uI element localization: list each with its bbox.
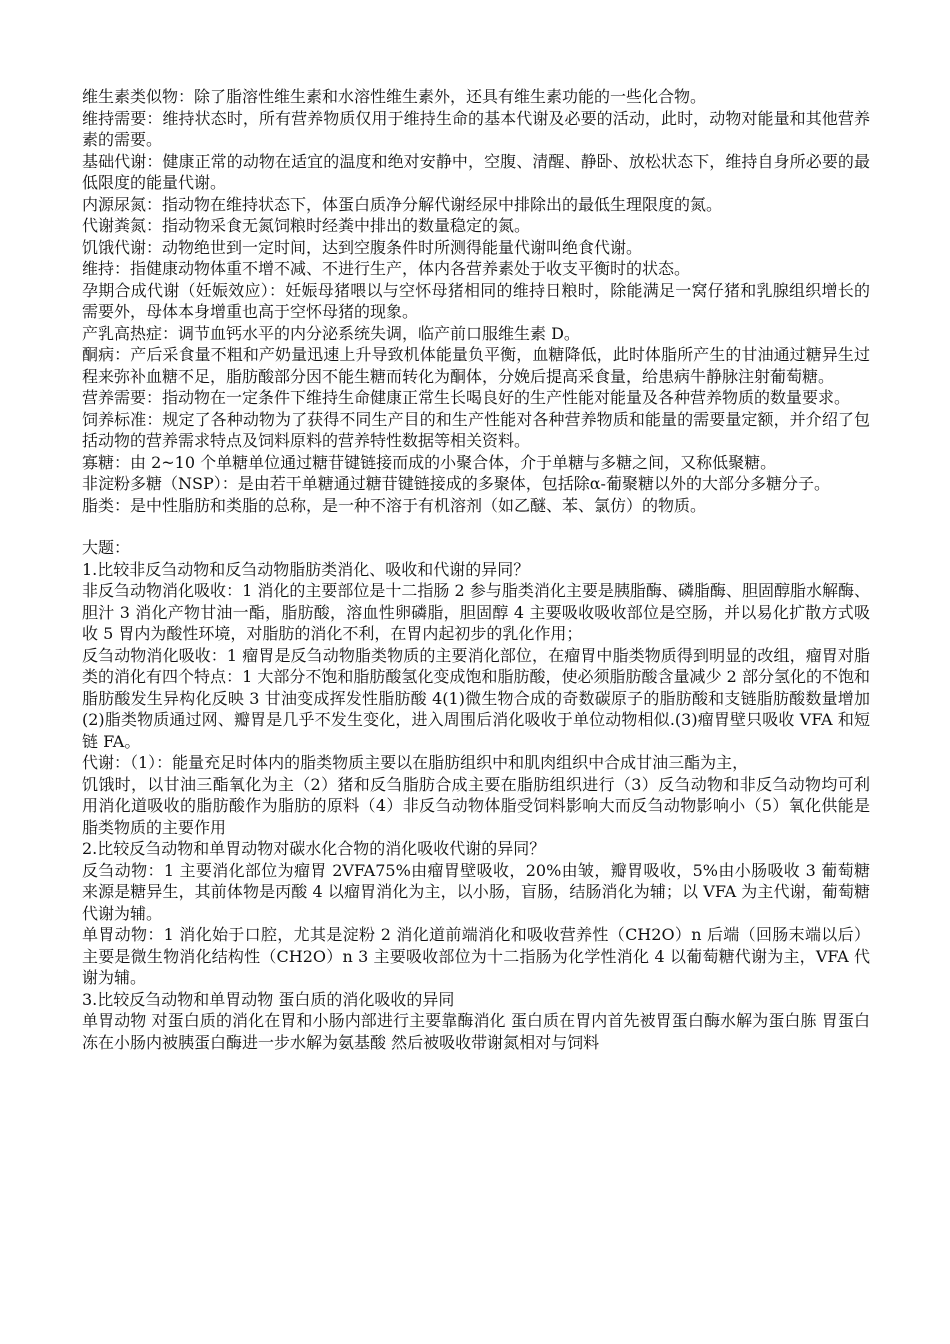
definition-vitamin-analogs: 维生素类似物：除了脂溶性维生素和水溶性维生素外，还具有维生素功能的一些化合物。 [82, 87, 707, 106]
definition-maintenance: 维持：指健康动物体重不增不减、不进行生产，体内各营养素处于收支平衡时的状态。 [82, 259, 691, 278]
answer-paragraph: 非反刍动物消化吸收：1 消化的主要部位是十二指肠 2 参与脂类消化主要是胰脂酶、磷脂酶、胆固醇脂水解酶、胆汁 3 消化产物甘油一酯，脂肪酸，溶血性卵磷脂，胆固醇 4 主要吸收吸收部位是空肠，并以易化扩散方式吸收 5 胃内为酸性环境，对脂肪的消化不利，在胃内起初步的乳化作用； [82, 581, 870, 643]
definition-lipids: 脂类：是中性脂肪和类脂的总称，是一种不溶于有机溶剂（如乙醚、苯、氯仿）的物质。 [82, 495, 707, 515]
definition-pregnancy-anabolism: 孕期合成代谢（妊娠效应）：妊娠母猪喂以与空怀母猪相同的维持日粮时，除能满足一窝仔猪和乳腺组织增长的需要外，母体本身增重也高于空怀母猪的现象。 [82, 280, 870, 321]
question-2 [82, 838, 870, 989]
question-title: 1.比较非反刍动物和反刍动物脂肪类消化、吸收和代谢的异同？ [82, 559, 530, 579]
definition-oligosaccharide: 寡糖：由 2~10 个单糖单位通过糖苷键链接而成的小聚合体，介于单糖与多糖之间，又称低聚糖。 [82, 452, 777, 472]
answer-paragraph: 代谢：（1）：能量充足时体内的脂类物质主要以在脂肪组织中和肌肉组织中合成甘油三酯为主， [82, 753, 749, 772]
question-title: 2.比较反刍动物和单胃动物对碳水化合物的消化吸收代谢的异同？ [82, 839, 546, 858]
definitions-list [82, 86, 870, 516]
definition-nsp: 非淀粉多糖（NSP）：是由若干单糖通过糖苷键链接成的多聚体，包括除α-葡聚糖以外的大部分多糖分子。 [82, 474, 830, 493]
question-title: 3.比较反刍动物和单胃动物 蛋白质的消化吸收的异同 [82, 989, 455, 1009]
definition-nutrient-requirement: 营养需要：指动物在一定条件下维持生命健康正常生长喝良好的生产性能对能量及各种营养物质的数量要求。 [82, 388, 851, 407]
section-title: 大题： [82, 538, 131, 557]
definition-fasting-metabolism: 饥饿代谢：动物绝世到一定时间，达到空腹条件时所测得能量代谢叫绝食代谢。 [82, 237, 643, 257]
answer-paragraph: 单胃动物 对蛋白质的消化在胃和小肠内部进行主要靠酶消化 蛋白质在胃内首先被胃蛋白酶水解为蛋白胨 胃蛋白冻在小肠内被胰蛋白酶进一步水解为氨基酸 然后被吸收带谢氮相对与饲料 [82, 1011, 870, 1052]
definition-metabolic-fecal-nitrogen: 代谢粪氮：指动物采食无氮饲粮时经粪中排出的数量稳定的氮。 [82, 216, 531, 235]
question-3 [82, 989, 870, 1054]
definition-endogenous-urinary-nitrogen: 内源尿氮：指动物在维持状态下，体蛋白质净分解代谢经尿中排除出的最低生理限度的氮。 [82, 194, 723, 214]
answer-paragraph: 反刍动物：1 主要消化部位为瘤胃 2VFA75%由瘤胃壁吸收，20%由皱，瓣胃吸收，5%由小肠吸收 3 葡萄糖来源是糖异生，其前体物是丙酸 4 以瘤胃消化为主，以小肠，盲肠，结肠消化为辅；以 VFA 为主代谢，葡萄糖代谢为辅。 [82, 860, 870, 923]
answer-paragraph: 反刍动物消化吸收：1 瘤胃是反刍动物脂类物质的主要消化部位，在瘤胃中脂类物质得到明显的改组，瘤胃对脂类的消化有四个特点：1 大部分不饱和脂肪酸氢化变成饱和脂肪酸，使必须脂肪酸含量减少 2 部分氢化的不饱和脂肪酸发生异构化反映 3 甘油变成挥发性脂肪酸 4(1)微生物合成的奇数碳原子的脂肪酸和支链脂肪酸数量增加(2)脂类物质通过网、瓣胃是几乎不发生变化，进入周围后消化吸收于单位动物相似.(3)瘤胃壁只吸收 VFA 和短链 FA。 [82, 645, 870, 751]
definition-feeding-standard: 饲养标准：规定了各种动物为了获得不同生产目的和生产性能对各种营养物质和能量的需要量定额，并介绍了包括动物的营养需求特点及饲料原料的营养特性数据等相关资料。 [82, 409, 870, 450]
question-1 [82, 559, 870, 839]
definition-ketosis: 酮病：产后采食量不粗和产奶量迅速上升导致机体能量负平衡，血糖降低，此时体脂所产生的甘油通过糖异生过程来弥补血糖不足，脂肪酸部分因不能生糖而转化为酮体，分娩后提高采食量，给患病牛静脉注射葡萄糖。 [82, 345, 870, 386]
spacer [82, 516, 870, 537]
definition-basal-metabolism: 基础代谢：健康正常的动物在适宜的温度和绝对安静中，空腹、清醒、静卧、放松状态下，维持自身所必要的最低限度的能量代谢。 [82, 151, 870, 192]
definition-milk-fever: 产乳高热症：调节血钙水平的内分泌系统失调，临产前口服维生素 D。 [82, 323, 580, 343]
answer-paragraph: 饥饿时，以甘油三酯氧化为主（2）猪和反刍脂肪合成主要在脂肪组织进行（3）反刍动物和非反刍动物均可利用消化道吸收的脂肪酸作为脂肪的原料（4）非反刍动物体脂受饲料影响大而反刍动物影响小（5）氧化供能是脂类物质的主要作用 [82, 774, 870, 837]
definition-maintenance-requirement: 维持需要：维持状态时，所有营养物质仅用于维持生命的基本代谢及必要的活动，此时，动物对能量和其他营养素的需要。 [82, 108, 870, 149]
answer-paragraph: 单胃动物：1 消化始于口腔，尤其是淀粉 2 消化道前端消化和吸收营养性（CH2O）n 后端（回肠末端以后）主要是微生物消化结构性（CH2O）n 3 主要吸收部位为十二指肠为化学性消化 4 以葡萄糖代谢为主，VFA 代谢为辅。 [82, 925, 870, 987]
